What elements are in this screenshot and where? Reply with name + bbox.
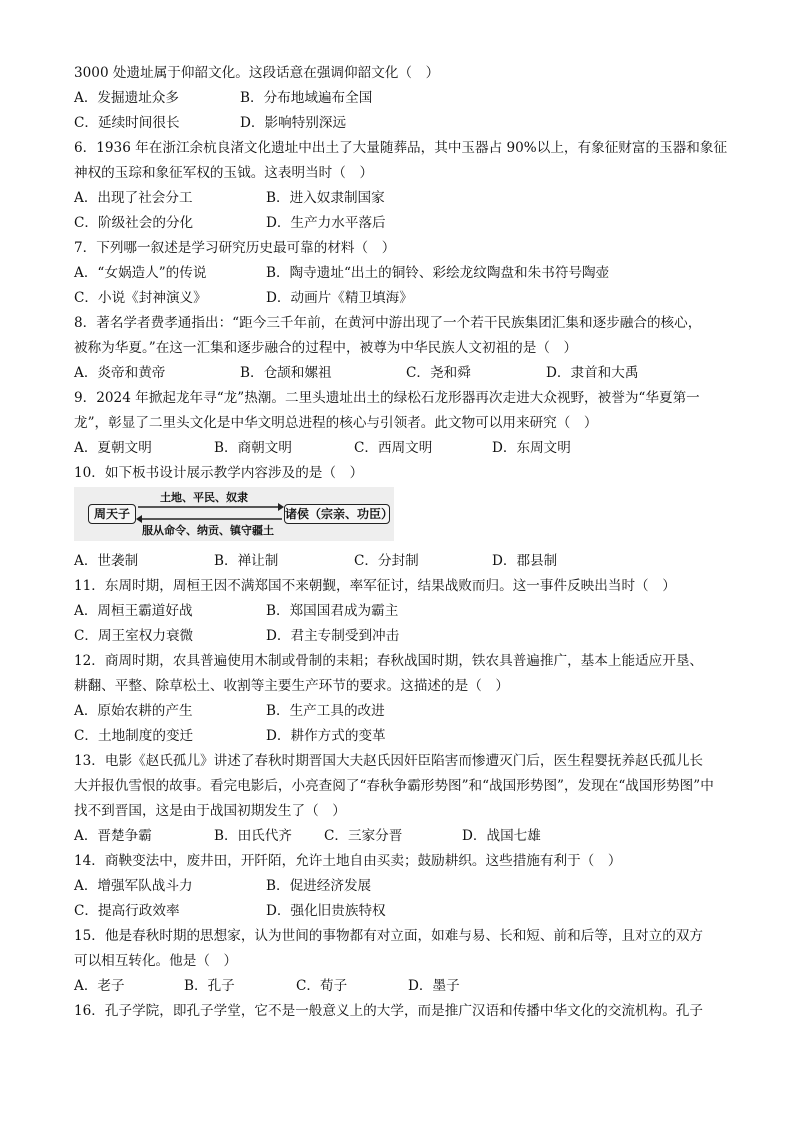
q10-option-a[interactable]: A．世袭制 <box>74 553 139 569</box>
q14-option-b[interactable]: B．促进经济发展 <box>266 878 372 894</box>
diagram-right-box: 诸侯（宗亲、功臣） <box>284 504 390 524</box>
q5-option-a[interactable]: A．发掘遗址众多 <box>74 90 179 106</box>
q5-option-d[interactable]: D．影响特别深远 <box>240 115 347 131</box>
q7-option-b[interactable]: B．陶寺遗址“出土的铜铃、彩绘龙纹陶盘和朱书符号陶壶 <box>266 265 610 281</box>
question-6-line-1: 6．1936 年在浙江余杭良渚文化遗址中出土了大量随葬品，其中玉器占 90%以上，有象征财富的玉器和象征 <box>74 140 728 156</box>
q12-option-c[interactable]: C．土地制度的变迁 <box>74 728 194 744</box>
q11-option-c[interactable]: C．周王室权力衰微 <box>74 628 194 644</box>
question-8-line-2: 被称为华夏。”在这一汇集和逐步融合的过程中，被尊为中华民族人文初祖的是（ ） <box>74 340 578 356</box>
q8-option-c[interactable]: C．尧和舜 <box>406 365 471 381</box>
q11-option-b[interactable]: B．郑国国君成为霸主 <box>266 603 399 619</box>
q6-option-a[interactable]: A．出现了社会分工 <box>74 190 193 206</box>
q15-option-a[interactable]: A．老子 <box>74 978 125 994</box>
q9-option-c[interactable]: C．西周文明 <box>354 440 433 456</box>
q12-option-d[interactable]: D．耕作方式的变革 <box>266 728 386 744</box>
question-15-line-2: 可以相互转化。他是（ ） <box>74 953 238 969</box>
q7-option-c[interactable]: C．小说《封神演义》 <box>74 290 207 306</box>
question-15-line-1: 15．他是春秋时期的思想家，认为世间的事物都有对立面，如难与易、长和短、前和后等，且对立的双方 <box>74 928 704 944</box>
q10-option-b[interactable]: B．禅让制 <box>214 553 279 569</box>
q12-option-a[interactable]: A．原始农耕的产生 <box>74 703 193 719</box>
question-9-line-1: 9．2024 年掀起龙年寻“龙”热潮。二里头遗址出土的绿松石龙形器再次走进大众视野，被誉为“华夏第一 <box>74 390 700 406</box>
question-11: 11．东周时期，周桓王因不满郑国不来朝觐，率军征讨，结果战败而归。这一事件反映出当时（ ） <box>74 578 676 594</box>
q8-option-b[interactable]: B．仓颉和嫘祖 <box>240 365 332 381</box>
q9-option-b[interactable]: B．商朝文明 <box>214 440 292 456</box>
q15-option-b[interactable]: B．孔子 <box>184 978 235 994</box>
q11-option-d[interactable]: D．君主专制受到冲击 <box>266 628 400 644</box>
q6-option-d[interactable]: D．生产力水平落后 <box>266 215 386 231</box>
question-13-line-1: 13．电影《赵氏孤儿》讲述了春秋时期晋国大夫赵氏因奸臣陷害而惨遭灭门后，医生程婴抚养赵氏孤儿长 <box>74 753 704 769</box>
question-16-line-1: 16．孔子学院，即孔子学堂，它不是一般意义上的大学，而是推广汉语和传播中华文化的交流机构。孔子 <box>74 1003 704 1019</box>
diagram-left-box: 周天子 <box>88 504 136 524</box>
q9-option-d[interactable]: D．东周文明 <box>492 440 571 456</box>
question-13-line-2: 大并报仇雪恨的故事。看完电影后，小亮查阅了“春秋争霸形势图”和“战国形势图”，发现在“战国形势图”中 <box>74 778 714 794</box>
q13-option-c[interactable]: C．三家分晋 <box>324 828 403 844</box>
q7-option-a[interactable]: A．“女娲造人”的传说 <box>74 265 207 281</box>
question-5-tail: 3000 处遗址属于仰韶文化。这段话意在强调仰韶文化（ ） <box>74 65 440 81</box>
q8-option-a[interactable]: A．炎帝和黄帝 <box>74 365 166 381</box>
q10-option-d[interactable]: D．郡县制 <box>492 553 558 569</box>
q14-option-c[interactable]: C．提高行政效率 <box>74 903 180 919</box>
question-14: 14．商鞅变法中，废井田，开阡陌，允许土地自由买卖；鼓励耕织。这些措施有利于（ ） <box>74 853 622 869</box>
question-6-line-2: 神权的玉琮和象征军权的玉钺。这表明当时（ ） <box>74 165 374 181</box>
q11-option-a[interactable]: A．周桓王霸道好战 <box>74 603 193 619</box>
blackboard-diagram <box>74 487 394 541</box>
q5-option-b[interactable]: B．分布地域遍布全国 <box>240 90 373 106</box>
q9-option-a[interactable]: A．夏朝文明 <box>74 440 152 456</box>
q14-option-d[interactable]: D．强化旧贵族特权 <box>266 903 386 919</box>
question-8-line-1: 8．著名学者费孝通指出：“距今三千年前，在黄河中游出现了一个若干民族集团汇集和逐步融合的核心， <box>74 315 702 331</box>
question-7: 7．下列哪一叙述是学习研究历史最可靠的材料（ ） <box>74 240 396 256</box>
q10-option-c[interactable]: C．分封制 <box>354 553 419 569</box>
q15-option-c[interactable]: C．荀子 <box>296 978 348 994</box>
diagram-top-label: 土地、平民、奴隶 <box>160 491 248 504</box>
question-10: 10．如下板书设计展示教学内容涉及的是（ ） <box>74 465 364 481</box>
q7-option-d[interactable]: D．动画片《精卫填海》 <box>266 290 413 306</box>
q12-option-b[interactable]: B．生产工具的改进 <box>266 703 385 719</box>
q14-option-a[interactable]: A．增强军队战斗力 <box>74 878 193 894</box>
question-12-line-1: 12．商周时期，农具普遍使用木制或骨制的耒耜；春秋战国时期，铁农具普遍推广，基本上能适应开垦、 <box>74 653 704 669</box>
q6-option-b[interactable]: B．进入奴隶制国家 <box>266 190 385 206</box>
q5-option-c[interactable]: C．延续时间很长 <box>74 115 180 131</box>
question-9-line-2: 龙”，彰显了二里头文化是中华文明总进程的核心与引领者。此文物可以用来研究（ ） <box>74 415 598 431</box>
diagram-arrowhead-right <box>278 503 284 511</box>
question-13-line-3: 找不到晋国，这是由于战国初期发生了（ ） <box>74 803 346 819</box>
q15-option-d[interactable]: D．墨子 <box>408 978 460 994</box>
diagram-bottom-label: 服从命令、纳贡、镇守疆土 <box>142 524 274 537</box>
q13-option-b[interactable]: B．田氏代齐 <box>214 828 292 844</box>
q13-option-a[interactable]: A．晋楚争霸 <box>74 828 152 844</box>
q13-option-d[interactable]: D．战国七雄 <box>462 828 541 844</box>
question-12-line-2: 耕翻、平整、除草松土、收割等主要生产环节的要求。这描述的是（ ） <box>74 678 509 694</box>
q8-option-d[interactable]: D．隶首和大禹 <box>546 365 639 381</box>
q6-option-c[interactable]: C．阶级社会的分化 <box>74 215 194 231</box>
